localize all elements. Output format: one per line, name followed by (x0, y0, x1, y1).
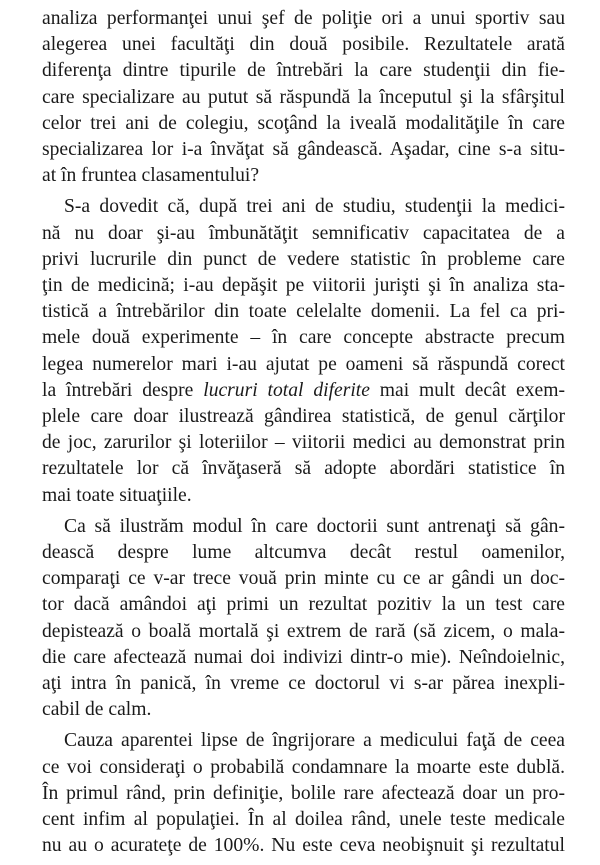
text-line: S-a dovedit că, după trei ani de studiu, studenţii la medici- (64, 196, 565, 218)
text-line: rezultatele lor că învăţaseră să adopte abordări statistice în (42, 458, 565, 480)
text-line: tor dacă amândoi aţi primi un rezultat pozitiv la un test care (42, 594, 565, 616)
paragraph (42, 194, 565, 508)
text-line: cabil de calm. (42, 699, 152, 721)
text-line: mai toate situaţiile. (42, 484, 192, 506)
text-line: die care afectează numai doi indivizi dintr-o mie). Neîndoielnic, (42, 646, 565, 668)
text-line: care specializare au putut să răspundă la începutul şi la sfârşitul (42, 86, 565, 108)
emphasis: lucruri total diferite (203, 379, 370, 401)
book-page (42, 6, 565, 865)
text-line: privi lucrurile din punct de vedere statistic în probleme care (42, 248, 565, 270)
text-line: aţi intra în panică, în vreme ce doctorul vi s-ar părea inexpli- (42, 673, 565, 695)
text-line: ce voi consideraţi o probabilă condamnare la moarte este dublă. (42, 756, 565, 778)
text-line: mele două experimente – în care concepte abstracte precum (42, 327, 565, 349)
text-line: dească despre lume altcumva decât restul oamenilor, (42, 542, 565, 564)
paragraph (42, 728, 565, 859)
text-line: În primul rând, prin definiţie, bolile rare afectează doar un pro- (42, 782, 565, 804)
text-line: at în fruntea clasamentului? (42, 165, 260, 187)
text-line: analiza performanţei unui şef de poliţie ori a unui sportiv sau (42, 8, 565, 29)
text-line: Cauza aparentei lipse de îngrijorare a medicului faţă de ceea (64, 730, 565, 752)
text-line: celor trei ani de colegiu, scoţând la iveală modalităţile în care (42, 112, 565, 134)
text-line: nu au o acurateţe de 100%. Nu este ceva neobişnuit şi rezultatul (42, 835, 565, 857)
text-line: specializarea lor i-a învăţat să gândească. Aşadar, cine s-a situ- (42, 139, 565, 161)
text-line: comparaţi ce v-ar trece vouă prin minte cu ce ar gândi un doc- (42, 568, 565, 590)
text-line: Ca să ilustrăm modul în care doctorii sunt antrenaţi să gân- (64, 515, 565, 537)
text-line: legea numerelor mari i-au ajutat pe oameni să răspundă corect (42, 353, 565, 375)
text-line: ţin de medicină; i-au depăşit pe viitorii jurişti şi în analiza sta- (42, 275, 565, 297)
text-line: nă nu doar şi-au îmbunătăţit semnificativ capacitatea de a (42, 222, 565, 244)
text-line: tistică a întrebărilor din toate celelalte domenii. La fel ca pri- (42, 301, 565, 323)
paragraph (42, 514, 565, 724)
text-line: plele care doar ilustrează gândirea statistică, de genul cărţilor (42, 406, 565, 428)
text-line: cent infim al populaţiei. În al doilea rând, unele teste medicale (42, 809, 565, 831)
text-line: alegerea unei facultăţi din două posibile. Rezultatele arată (42, 34, 565, 56)
text-line: depistează o boală mortală şi extrem de rară (să zicem, o mala- (42, 620, 565, 642)
text-line: de joc, zarurilor şi loteriilor – viitorii medici au demonstrat prin (42, 432, 565, 454)
paragraph (42, 6, 565, 189)
text-line: la întrebări despre lucruri total diferite mai mult decât exem- (42, 379, 565, 401)
text-line: diferenţa dintre tipurile de întrebări la care studenţii din fie- (42, 60, 565, 82)
